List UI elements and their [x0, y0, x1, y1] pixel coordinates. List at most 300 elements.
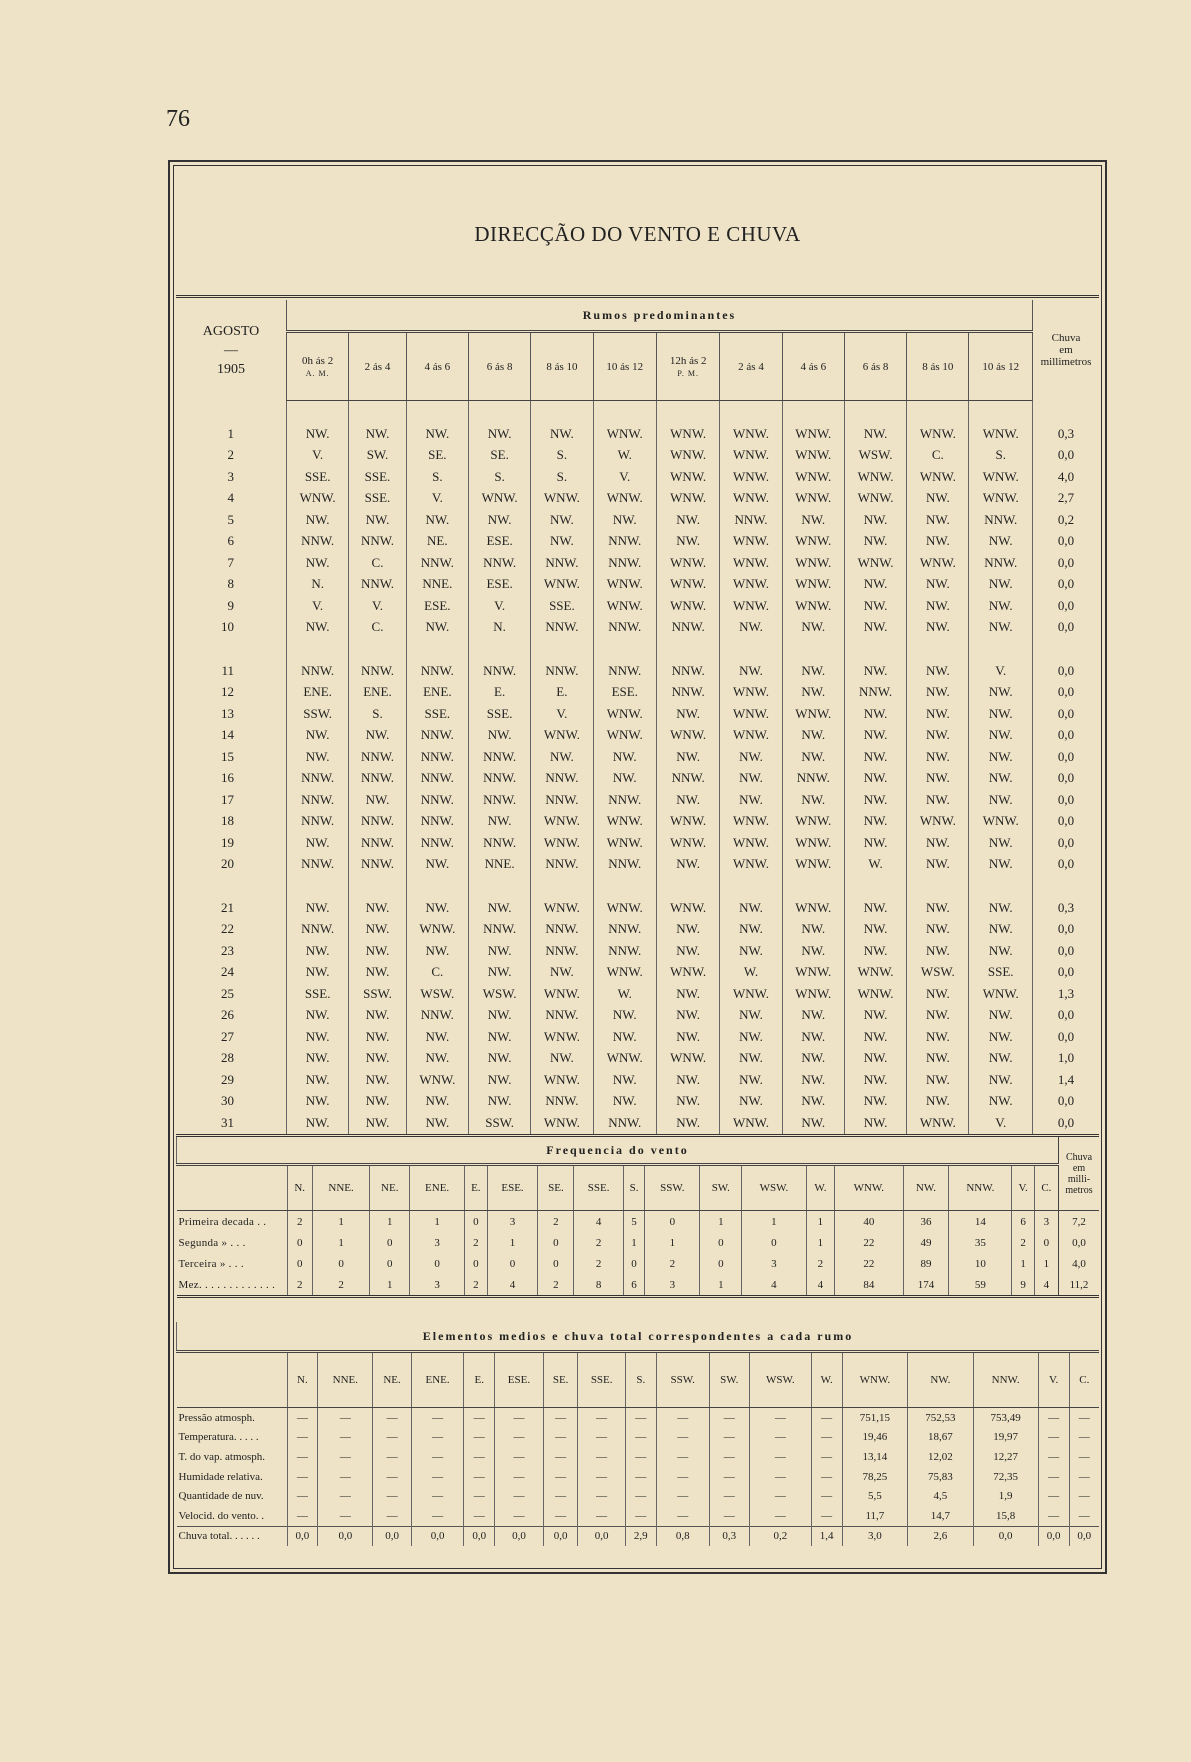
- elements-cell: —: [318, 1428, 373, 1448]
- elements-cell: —: [287, 1486, 318, 1506]
- frequency-row-label: Terceira » . . .: [178, 1257, 244, 1270]
- wind-direction-cell: WNW.: [720, 725, 782, 747]
- table-row: [177, 1506, 1100, 1526]
- wind-direction-cell: NW.: [844, 919, 906, 941]
- wind-direction-cell: SSE.: [349, 466, 406, 488]
- elements-cell: 0,8: [656, 1526, 709, 1546]
- elements-cell: —: [411, 1408, 464, 1428]
- elements-cell: —: [1038, 1467, 1069, 1487]
- table-row: [176, 746, 1099, 768]
- wind-direction-cell: NW.: [969, 574, 1033, 596]
- elements-cell: —: [543, 1467, 578, 1487]
- wind-direction-cell: NW.: [468, 962, 530, 984]
- rain-cell: 0,0: [1033, 811, 1100, 833]
- elements-column-header: NNW.: [973, 1352, 1038, 1408]
- frequency-column-header: C.: [1034, 1165, 1058, 1211]
- time-column-header: [907, 332, 969, 401]
- elements-cell: 75,83: [908, 1467, 973, 1487]
- elements-row-label: T. do vap. atmosph.: [178, 1450, 266, 1463]
- elements-cell: —: [1038, 1447, 1069, 1467]
- wind-direction-cell: SSE.: [287, 983, 349, 1005]
- wind-direction-cell: NW.: [969, 1048, 1033, 1070]
- elements-cell: 0,0: [318, 1526, 373, 1546]
- rain-cell: 0,0: [1033, 617, 1100, 639]
- wind-direction-cell: WNW.: [720, 552, 782, 574]
- frequency-cell: 1: [645, 1232, 700, 1253]
- wind-direction-cell: WNW.: [656, 832, 719, 854]
- rain-label-1: Chuva: [1051, 332, 1081, 345]
- wind-direction-cell: WNW.: [907, 423, 969, 445]
- wind-direction-cell: NW.: [406, 423, 468, 445]
- wind-direction-cell: NNW.: [468, 746, 530, 768]
- wind-direction-cell: NW.: [844, 660, 906, 682]
- wind-direction-cell: NW.: [287, 962, 349, 984]
- wind-direction-cell: NNW.: [349, 746, 406, 768]
- wind-direction-cell: SSE.: [468, 703, 530, 725]
- wind-direction-cell: WSW.: [468, 983, 530, 1005]
- frequency-cell: 3: [410, 1274, 465, 1297]
- spacer-cell: [531, 401, 593, 424]
- wind-direction-cell: NW.: [656, 1026, 719, 1048]
- wind-direction-cell: NNW.: [406, 768, 468, 790]
- elements-cell: 0,0: [578, 1526, 625, 1546]
- day-cell: 9: [227, 597, 234, 613]
- frequency-cell: 0: [287, 1232, 312, 1253]
- elements-column-header: E.: [464, 1352, 495, 1408]
- table-row: [177, 1526, 1100, 1546]
- table-row: [177, 1274, 1100, 1297]
- elements-cell: 752,53: [908, 1408, 973, 1428]
- wind-direction-cell: C.: [349, 552, 406, 574]
- wind-direction-cell: NW.: [468, 1005, 530, 1027]
- day-cell: 23: [221, 942, 234, 958]
- wind-direction-cell: NW.: [287, 423, 349, 445]
- elements-cell: —: [811, 1467, 842, 1487]
- day-cell: 10: [221, 619, 234, 635]
- wind-direction-cell: WNW.: [720, 488, 782, 510]
- wind-direction-cell: NW.: [969, 617, 1033, 639]
- time-range: 8 ás 10: [546, 360, 578, 373]
- elements-cell: —: [811, 1506, 842, 1526]
- wind-direction-cell: NW.: [656, 919, 719, 941]
- elements-cell: —: [411, 1506, 464, 1526]
- wind-direction-cell: WNW.: [782, 574, 844, 596]
- wind-direction-cell: NW.: [782, 660, 844, 682]
- wind-direction-cell: NW.: [349, 919, 406, 941]
- wind-direction-cell: V.: [406, 488, 468, 510]
- rain-cell: 2,7: [1033, 488, 1100, 510]
- elements-column-header: SW.: [709, 1352, 749, 1408]
- wind-direction-cell: NW.: [907, 1091, 969, 1113]
- wind-direction-cell: WNW.: [782, 962, 844, 984]
- frequency-rain-cell: 11,2: [1059, 1274, 1100, 1297]
- wind-direction-cell: NW.: [531, 746, 593, 768]
- wind-direction-cell: NW.: [782, 1005, 844, 1027]
- spacer-cell: [782, 401, 844, 424]
- wind-direction-cell: WNW.: [406, 919, 468, 941]
- wind-direction-cell: NW.: [907, 1069, 969, 1091]
- month-label: AGOSTO: [202, 323, 260, 339]
- elements-cell: —: [373, 1467, 411, 1487]
- wind-direction-cell: NW.: [844, 531, 906, 553]
- elements-cell: 12,02: [908, 1447, 973, 1467]
- wind-direction-cell: WNW.: [782, 595, 844, 617]
- rain-cell: 0,0: [1033, 725, 1100, 747]
- wind-direction-cell: WNW.: [969, 488, 1033, 510]
- elements-cell: —: [749, 1506, 811, 1526]
- elements-cell: 4,5: [908, 1486, 973, 1506]
- frequency-cell: 2: [806, 1253, 835, 1274]
- spacer-cell: [349, 875, 406, 897]
- wind-direction-cell: NW.: [656, 940, 719, 962]
- wind-direction-cell: NW.: [844, 725, 906, 747]
- wind-direction-cell: NNW.: [406, 811, 468, 833]
- wind-direction-cell: NW.: [969, 919, 1033, 941]
- elements-column-header: ENE.: [411, 1352, 464, 1408]
- elements-cell: —: [625, 1408, 656, 1428]
- frequency-column-header: ESE.: [487, 1165, 538, 1211]
- wind-direction-cell: NW.: [349, 897, 406, 919]
- frequency-cell: 0: [410, 1253, 465, 1274]
- rain-cell: 1,4: [1033, 1069, 1100, 1091]
- wind-direction-cell: V.: [531, 703, 593, 725]
- table-row: [176, 445, 1099, 467]
- frequency-table: [176, 1137, 1099, 1298]
- wind-direction-cell: NNW.: [593, 660, 656, 682]
- wind-direction-cell: NW.: [907, 1048, 969, 1070]
- frequency-cell: 5: [623, 1211, 644, 1233]
- wind-direction-cell: C.: [406, 962, 468, 984]
- frequency-cell: 3: [742, 1253, 806, 1274]
- wind-direction-cell: NW.: [907, 488, 969, 510]
- rain-cell: 0,0: [1033, 1026, 1100, 1048]
- wind-direction-cell: NW.: [844, 1005, 906, 1027]
- table-row: [176, 854, 1099, 876]
- elements-column-header: NE.: [373, 1352, 411, 1408]
- wind-direction-cell: NW.: [907, 832, 969, 854]
- table-row: [176, 423, 1099, 445]
- wind-direction-cell: WNW.: [782, 423, 844, 445]
- rain-cell: 0,3: [1033, 897, 1100, 919]
- rain-cell: 0,0: [1033, 531, 1100, 553]
- rain-cell: 0,0: [1033, 682, 1100, 704]
- frequency-cell: 2: [538, 1274, 574, 1297]
- frequency-row-label: Segunda » . . .: [178, 1236, 246, 1249]
- wind-direction-cell: WNW.: [782, 466, 844, 488]
- table-row: [176, 466, 1099, 488]
- wind-direction-cell: W.: [593, 983, 656, 1005]
- rain-cell: 0,0: [1033, 1005, 1100, 1027]
- elements-cell: —: [1069, 1486, 1099, 1506]
- day-cell: 5: [227, 511, 234, 527]
- table-row: [176, 811, 1099, 833]
- wind-direction-cell: ENE.: [406, 682, 468, 704]
- rain-cell: 0,3: [1033, 423, 1100, 445]
- wind-direction-cell: NW.: [406, 1026, 468, 1048]
- frequency-column-header: SSE.: [574, 1165, 623, 1211]
- rain-cell: 1,0: [1033, 1048, 1100, 1070]
- wind-direction-cell: NW.: [907, 617, 969, 639]
- table-row: [177, 1253, 1100, 1274]
- table-row: [176, 617, 1099, 639]
- elements-cell: —: [749, 1447, 811, 1467]
- table-row: [177, 1408, 1100, 1428]
- elements-cell: 11,7: [842, 1506, 908, 1526]
- wind-direction-cell: NW.: [907, 595, 969, 617]
- spacer-cell: [468, 401, 530, 424]
- spacer-cell: [782, 638, 844, 660]
- wind-direction-cell: NNW.: [287, 660, 349, 682]
- elements-cell: —: [1069, 1428, 1099, 1448]
- wind-direction-cell: ESE.: [406, 595, 468, 617]
- wind-direction-cell: NW.: [349, 1048, 406, 1070]
- wind-direction-cell: NNE.: [468, 854, 530, 876]
- wind-direction-cell: NW.: [593, 746, 656, 768]
- wind-direction-cell: NW.: [969, 725, 1033, 747]
- wind-direction-cell: NW.: [349, 1026, 406, 1048]
- elements-cell: 0,3: [709, 1526, 749, 1546]
- wind-direction-cell: NW.: [593, 1026, 656, 1048]
- time-range: 6 ás 8: [862, 360, 889, 373]
- day-cell: 15: [221, 748, 234, 764]
- wind-direction-cell: NW.: [907, 574, 969, 596]
- time-column-header: [593, 332, 656, 401]
- wind-direction-cell: NNW.: [531, 854, 593, 876]
- wind-direction-cell: WNW.: [656, 962, 719, 984]
- wind-direction-cell: NNW.: [406, 789, 468, 811]
- frequency-cell: 1: [1034, 1253, 1058, 1274]
- wind-direction-cell: NW.: [907, 854, 969, 876]
- wind-direction-cell: NW.: [720, 1091, 782, 1113]
- wind-direction-cell: NW.: [349, 940, 406, 962]
- table-row: [176, 531, 1099, 553]
- elements-cell: —: [287, 1467, 318, 1487]
- wind-direction-cell: WNW.: [720, 854, 782, 876]
- frequency-rain-cell: 0,0: [1059, 1232, 1100, 1253]
- elements-cell: —: [1038, 1408, 1069, 1428]
- wind-direction-cell: NW.: [287, 1026, 349, 1048]
- wind-direction-cell: WNW.: [593, 1048, 656, 1070]
- frequency-cell: 0: [645, 1211, 700, 1233]
- wind-direction-cell: WNW.: [468, 488, 530, 510]
- frequency-cell: 0: [742, 1232, 806, 1253]
- wind-direction-cell: NW.: [844, 423, 906, 445]
- wind-direction-cell: ESE.: [593, 682, 656, 704]
- wind-direction-cell: W.: [844, 854, 906, 876]
- spacer-cell: [287, 638, 349, 660]
- frequency-cell: 2: [464, 1232, 487, 1253]
- wind-direction-cell: NNW.: [349, 811, 406, 833]
- wind-direction-cell: WNW.: [656, 466, 719, 488]
- wind-direction-cell: WNW.: [656, 574, 719, 596]
- frequency-cell: 3: [487, 1211, 538, 1233]
- rain-cell: 0,0: [1033, 552, 1100, 574]
- spacer-cell: [969, 401, 1033, 424]
- frequency-cell: 4: [574, 1211, 623, 1233]
- time-range: 10 ás 12: [982, 360, 1020, 373]
- wind-direction-cell: NW.: [468, 897, 530, 919]
- frequency-cell: 2: [287, 1211, 312, 1233]
- rain-cell: 0,0: [1033, 768, 1100, 790]
- day-cell: 20: [221, 856, 234, 872]
- wind-direction-cell: WSW.: [406, 983, 468, 1005]
- wind-direction-cell: NW.: [287, 1069, 349, 1091]
- rain-cell: 0,0: [1033, 1112, 1100, 1135]
- wind-direction-cell: NW.: [844, 703, 906, 725]
- spacer-cell: [656, 401, 719, 424]
- elements-table: [176, 1322, 1099, 1546]
- wind-direction-cell: WNW.: [531, 832, 593, 854]
- table-row: [176, 509, 1099, 531]
- wind-direction-cell: NW.: [468, 423, 530, 445]
- wind-direction-cell: WNW.: [531, 897, 593, 919]
- elements-cell: —: [495, 1428, 544, 1448]
- wind-direction-cell: ESE.: [468, 574, 530, 596]
- frequency-cell: 2: [574, 1253, 623, 1274]
- frequency-column-header: NNW.: [949, 1165, 1012, 1211]
- elements-cell: —: [543, 1428, 578, 1448]
- wind-direction-cell: NW.: [656, 1112, 719, 1135]
- rain-cell: 0,0: [1033, 919, 1100, 941]
- elements-cell: —: [749, 1428, 811, 1448]
- elements-row-label: Pressão atmosph.: [178, 1411, 255, 1424]
- wind-direction-cell: NW.: [468, 1091, 530, 1113]
- spacer-cell: [720, 401, 782, 424]
- rain-cell: 0,0: [1033, 574, 1100, 596]
- elements-cell: —: [287, 1408, 318, 1428]
- table-row: [176, 832, 1099, 854]
- frequency-cell: 4: [742, 1274, 806, 1297]
- wind-direction-cell: NNW.: [349, 574, 406, 596]
- time-range: 10 ás 12: [606, 360, 644, 373]
- rain-cell: 0,0: [1033, 962, 1100, 984]
- spacer-cell: [1033, 875, 1100, 897]
- frequency-cell: 22: [835, 1232, 903, 1253]
- spacer-cell: [349, 638, 406, 660]
- wind-direction-cell: NW.: [907, 1005, 969, 1027]
- time-range: 2 ás 4: [364, 360, 391, 373]
- wind-direction-cell: NW.: [656, 1091, 719, 1113]
- table-row: [176, 595, 1099, 617]
- elements-cell: —: [543, 1486, 578, 1506]
- elements-cell: —: [373, 1506, 411, 1526]
- wind-direction-cell: SW.: [349, 445, 406, 467]
- elements-cell: —: [464, 1428, 495, 1448]
- wind-direction-cell: S.: [349, 703, 406, 725]
- frequency-header-row: [177, 1165, 1100, 1211]
- wind-direction-cell: NW.: [720, 897, 782, 919]
- table-row: [177, 1428, 1100, 1448]
- frequency-rain-label: milli-: [1067, 1173, 1091, 1185]
- elements-cell: —: [373, 1428, 411, 1448]
- title-rule: [176, 295, 1099, 298]
- spacer-cell: [176, 875, 287, 897]
- wind-direction-cell: ENE.: [287, 682, 349, 704]
- wind-direction-cell: NW.: [907, 531, 969, 553]
- table-row: [176, 1026, 1099, 1048]
- year-label: 1905: [217, 361, 245, 377]
- day-cell: 21: [221, 899, 234, 915]
- elements-cell: —: [811, 1428, 842, 1448]
- wind-direction-cell: NW.: [969, 682, 1033, 704]
- table-row: [176, 919, 1099, 941]
- wind-direction-cell: WNW.: [531, 1069, 593, 1091]
- wind-direction-cell: NW.: [720, 1048, 782, 1070]
- spacer-cell: [1033, 638, 1100, 660]
- wind-direction-cell: WNW.: [720, 595, 782, 617]
- wind-direction-cell: V.: [287, 445, 349, 467]
- wind-direction-cell: NNW.: [406, 552, 468, 574]
- wind-direction-cell: NNW.: [349, 768, 406, 790]
- wind-direction-cell: C.: [907, 445, 969, 467]
- frequency-rain-cell: 7,2: [1059, 1211, 1100, 1233]
- wind-direction-cell: WNW.: [593, 811, 656, 833]
- spacer-cell: [844, 401, 906, 424]
- frequency-cell: 0: [538, 1232, 574, 1253]
- daily-wind-table: [176, 300, 1099, 1137]
- wind-direction-cell: NW.: [287, 832, 349, 854]
- elements-cell: —: [318, 1408, 373, 1428]
- wind-direction-cell: W.: [720, 962, 782, 984]
- time-range: 4 ás 6: [424, 360, 451, 373]
- wind-direction-cell: NNW.: [593, 789, 656, 811]
- wind-direction-cell: NW.: [656, 531, 719, 553]
- wind-direction-cell: NNW.: [844, 682, 906, 704]
- wind-direction-cell: NNW.: [287, 789, 349, 811]
- rain-cell: 0,0: [1033, 854, 1100, 876]
- wind-direction-cell: NW.: [287, 897, 349, 919]
- wind-direction-cell: NW.: [844, 617, 906, 639]
- wind-direction-cell: NW.: [287, 725, 349, 747]
- frequency-cell: 1: [487, 1232, 538, 1253]
- wind-direction-cell: NW.: [907, 682, 969, 704]
- time-column-header: [531, 332, 593, 401]
- wind-direction-cell: NW.: [844, 1069, 906, 1091]
- wind-direction-cell: NW.: [907, 919, 969, 941]
- elements-cell: —: [287, 1506, 318, 1526]
- wind-direction-cell: NNW.: [287, 811, 349, 833]
- wind-direction-cell: NW.: [720, 660, 782, 682]
- wind-direction-cell: NW.: [782, 919, 844, 941]
- spacer-cell: [406, 401, 468, 424]
- wind-direction-cell: NNW.: [406, 725, 468, 747]
- elements-cell: —: [318, 1447, 373, 1467]
- rain-cell: 0,0: [1033, 1091, 1100, 1113]
- day-cell: 30: [221, 1093, 234, 1109]
- wind-direction-cell: NW.: [720, 1069, 782, 1091]
- wind-direction-cell: NW.: [720, 789, 782, 811]
- wind-direction-cell: NW.: [468, 509, 530, 531]
- wind-direction-cell: S.: [468, 466, 530, 488]
- wind-direction-cell: NNW.: [468, 919, 530, 941]
- wind-direction-cell: NW.: [907, 509, 969, 531]
- wind-direction-cell: WNW.: [531, 574, 593, 596]
- elements-cell: 12,27: [973, 1447, 1038, 1467]
- elements-cell: —: [578, 1428, 625, 1448]
- elements-cell: —: [656, 1467, 709, 1487]
- frequency-cell: 1: [410, 1211, 465, 1233]
- wind-direction-cell: SSE.: [406, 703, 468, 725]
- wind-direction-cell: NW.: [468, 1026, 530, 1048]
- wind-direction-cell: NNW.: [782, 768, 844, 790]
- month-dash: —: [224, 342, 238, 358]
- elements-column-header: N.: [287, 1352, 318, 1408]
- frequency-cell: 6: [623, 1274, 644, 1297]
- wind-direction-cell: NW.: [844, 897, 906, 919]
- frequency-cell: 1: [312, 1211, 369, 1233]
- wind-direction-cell: NW.: [349, 1112, 406, 1135]
- time-column-header: [287, 332, 349, 401]
